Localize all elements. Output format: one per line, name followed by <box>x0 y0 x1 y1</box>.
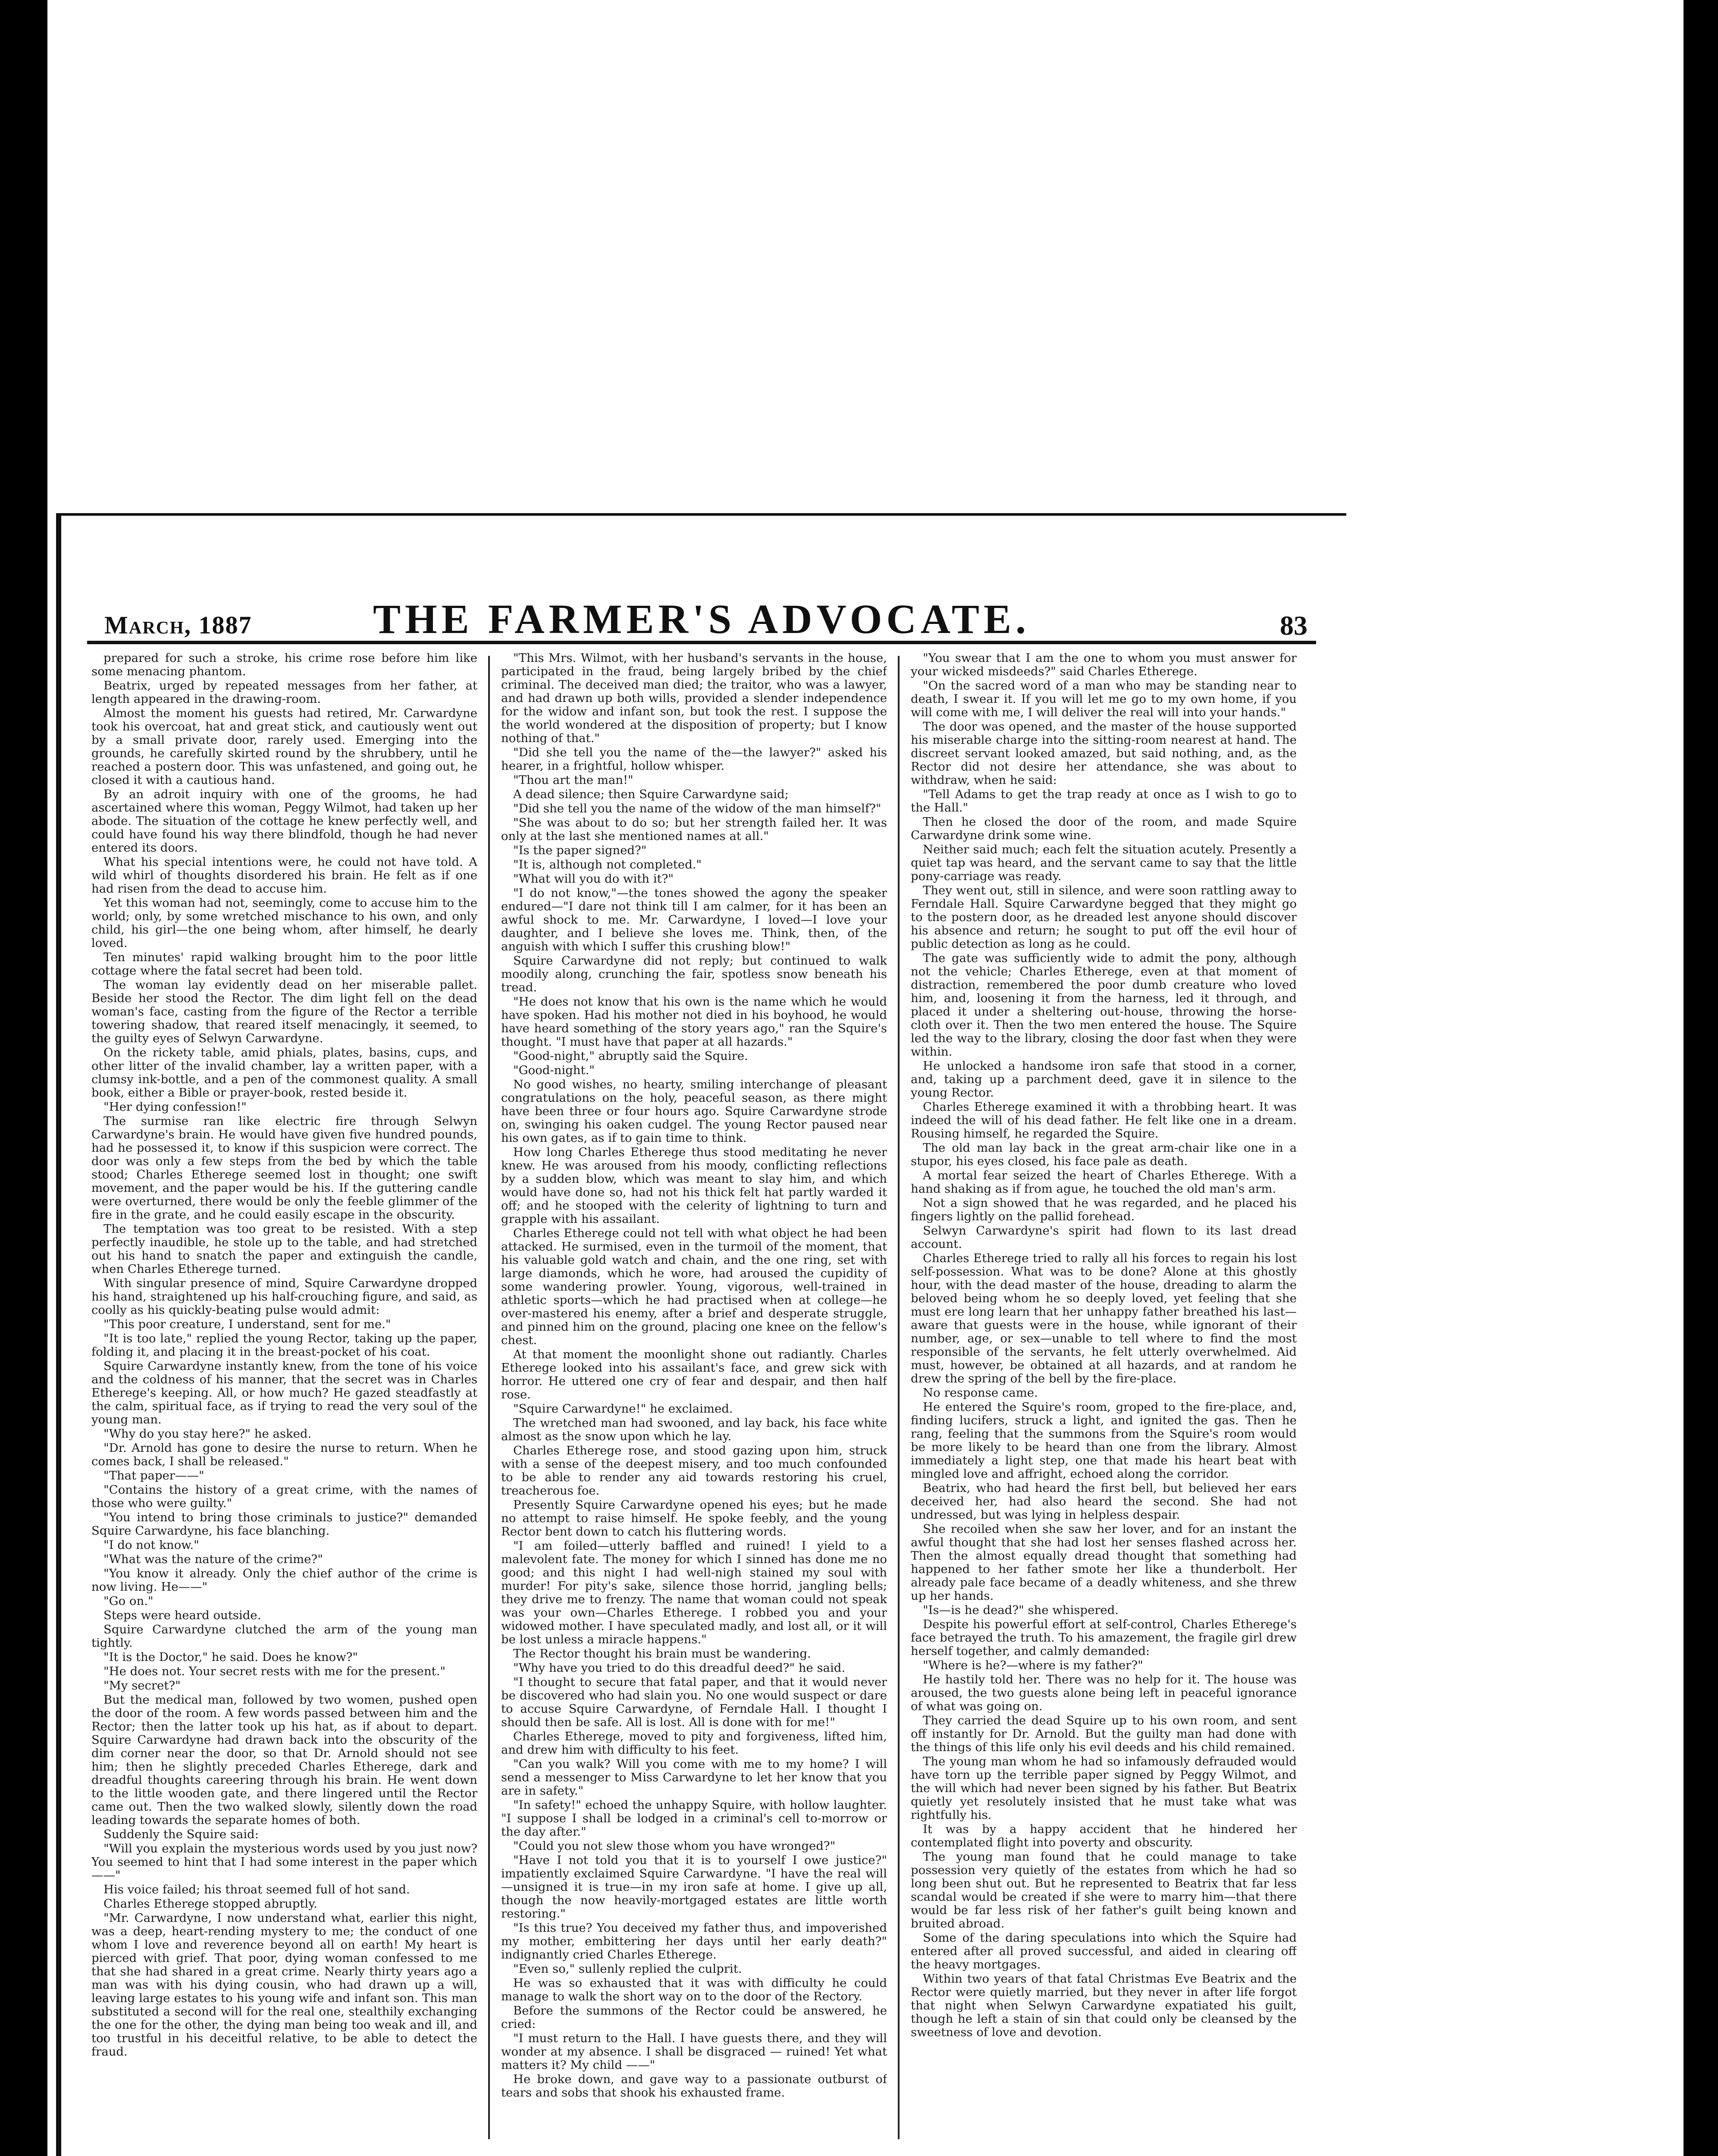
article-paragraph: He broke down, and gave way to a passionate outburst of tears and sobs that shook his exhausted frame. <box>501 2072 887 2100</box>
newspaper-page <box>56 513 1346 2156</box>
article-paragraph: The Rector thought his brain must be wandering. <box>513 1647 811 1661</box>
article-paragraph: How long Charles Etherege thus stood meditating he never knew. He was aroused from his moody, conflicting reflections by a sudden blow, which was meant to slay him, and which would have done so, had not his thick felt hat partly warded it off; and he stooped with the celerity of lightning to turn and grapple with his assailant. <box>501 1145 887 1226</box>
article-paragraph: "You intend to bring those criminals to justice?" demanded Squire Carwardyne, his face blanching. <box>91 1510 477 1538</box>
article-paragraph: Suddenly the Squire said: <box>103 1827 259 1841</box>
article-paragraph: "It is the Doctor," he said. Does he know?" <box>103 1650 358 1664</box>
article-paragraph: His voice failed; his throat seemed full of hot sand. <box>103 1883 410 1896</box>
article-paragraph: "Go on." <box>103 1594 154 1608</box>
article-paragraph: "Even so," sullenly replied the culprit. <box>513 1962 742 1976</box>
article-paragraph: Within two years of that fatal Christmas Eve Beatrix and the Rector were quietly married, but they never in after life forgot that night when Selwyn Carwardyne expatiated his guilt, though he left a stain of sin that could only be cleansed by the sweetness of love and devotion. <box>911 1972 1297 2039</box>
article-paragraph: "Contains the history of a great crime, with the names of those who were guilty." <box>91 1483 477 1510</box>
article-paragraph: "You know it already. Only the chief author of the crime is now living. He——" <box>91 1567 477 1594</box>
article-paragraph: Squire Carwardyne clutched the arm of the young man tightly. <box>91 1623 477 1650</box>
article-paragraph: Selwyn Carwardyne's spirit had flown to its last dread account. <box>911 1224 1297 1251</box>
article-paragraph: "In safety!" echoed the unhappy Squire, with hollow laughter. "I suppose I shall be lodged in a criminal's cell to-morrow or the day after." <box>501 1798 887 1839</box>
article-paragraph: "I do not know,"—the tones showed the agony the speaker endured—"I dare not think till I am calmer, for it has been an awful shock to me. Mr. Carwardyne, I loved—I love your daughter, and I believe she loves me. Think, then, of the anguish with which I suffer this crushing blow!" <box>501 886 887 953</box>
article-paragraph: It was by a happy accident that he hindered her contemplated flight into poverty and obscurity. <box>911 1822 1297 1849</box>
article-paragraph: "It is, although not completed." <box>513 858 702 871</box>
article-paragraph: "It is too late," replied the young Rector, taking up the paper, folding it, and placing it in the breast-pocket of his coat. <box>91 1332 477 1359</box>
article-paragraph: "This Mrs. Wilmot, with her husband's servants in the house, participated in the fraud, being largely bribed by the chief criminal. The deceived man died; the traitor, who was a lawyer, and had drawn up both wills, provided a slender independence for the widow and infant son, but took the rest. I suppose the the world wondered at the disposition of property; but I know nothing of that." <box>501 652 887 745</box>
article-paragraph: The young man whom he had so infamously defrauded would have torn up the terrible paper signed by Peggy Wilmot, and the will which had never been signed by his father. But Beatrix quietly yet resolutely insisted that he must take what was rightfully his. <box>911 1755 1297 1822</box>
article-paragraph: They carried the dead Squire up to his own room, and sent off instantly for Dr. Arnold. But the guilty man had done with the things of this life only his evil deeds and his child remained. <box>911 1714 1297 1754</box>
page-number: 83 <box>1280 610 1307 641</box>
issue-date: March, 1887 <box>104 611 252 639</box>
article-paragraph: Beatrix, urged by repeated messages from her father, at length appeared in the drawing-room. <box>91 679 477 706</box>
article-paragraph: "Did she tell you the name of the widow of the man himself?" <box>513 802 881 815</box>
article-paragraph: The old man lay back in the great arm-chair like one in a stupor, his eyes closed, his face pale as death. <box>911 1141 1297 1168</box>
column-divider <box>898 656 900 2139</box>
article-paragraph: "This poor creature, I understand, sent for me." <box>103 1317 391 1331</box>
article-paragraph: "Why do you stay here?" he asked. <box>103 1427 312 1441</box>
article-paragraph: "Her dying confession!" <box>103 1100 247 1114</box>
article-paragraph: Not a sign showed that he was regarded, and he placed his fingers lightly on the pallid forehead. <box>911 1196 1297 1223</box>
article-paragraph: "On the sacred word of a man who may be standing near to death, I swear it. If you will let me go to my own home, if you will come with me, I will deliver the real will into your hands." <box>911 679 1297 719</box>
article-paragraph: "I am foiled—utterly baffled and ruined! I yield to a malevolent fate. The money for which I sinned has done me no good; and this night I had well-nigh stained my soul with murder! For pity's sake, silence those horrid, jangling bells; they drive me to frenzy. The name that woman could not speak was your own—Charles Etherege. I robbed you and your widowed mother. I have speculated madly, and lost all, or it will be lost unless a miracle happens." <box>501 1539 887 1646</box>
article-paragraph: Beatrix, who had heard the first bell, but believed her ears deceived her, had also heard the second. She had not undressed, but was lying in helpless despair. <box>911 1481 1297 1522</box>
running-head <box>87 580 1316 644</box>
article-paragraph: "Will you explain the mysterious words used by you just now? You seemed to hint that I had some interest in the paper which——" <box>91 1842 477 1882</box>
article-paragraph: The wretched man had swooned, and lay back, his face white almost as the snow upon which he lay. <box>501 1416 887 1443</box>
article-paragraph: "You swear that I am the one to whom you must answer for your wicked misdeeds?" said Charles Etherege. <box>911 652 1297 678</box>
article-paragraph: The woman lay evidently dead on her miserable pallet. Beside her stood the Rector. The dim light fell on the dead woman's face, casting from the figure of the Rector a terrible towering shadow, that reared itself menacingly, it seemed, to the guilty eyes of Selwyn Carwardyne. <box>91 978 477 1045</box>
article-paragraph: "Did she tell you the name of the—the lawyer?" asked his hearer, in a frightful, hollow whisper. <box>501 746 887 773</box>
article-columns <box>87 652 1316 2143</box>
article-paragraph: Charles Etherege examined it with a throbbing heart. It was indeed the will of his dead father. He felt like one in a dream. Rousing himself, he regarded the Squire. <box>911 1100 1297 1141</box>
article-paragraph: What his special intentions were, he could not have told. A wild whirl of thoughts disordered his brain. He felt as if one had risen from the dead to accuse him. <box>91 855 477 896</box>
article-paragraph: "Have I not told you that it is to yourself I owe justice?" impatiently exclaimed Squire Carwardyne. "I have the real will—unsigned it is true—in my iron safe at home. I give up all, though the now heavily-mortgaged estates are little worth restoring." <box>501 1853 887 1921</box>
article-paragraph: "She was about to do so; but her strength failed her. It was only at the last she mentioned names at all." <box>501 816 887 843</box>
article-paragraph: Charles Etherege stopped abruptly. <box>103 1897 317 1911</box>
column-1 <box>91 652 477 2143</box>
column-2 <box>501 652 887 2143</box>
scan-margin-mark <box>0 500 17 535</box>
article-paragraph: "Thou art the man!" <box>513 773 633 787</box>
article-paragraph: He hastily told her. There was no help for it. The house was aroused, the two guests alone being left in peaceful ignorance of what was going on. <box>911 1673 1297 1713</box>
publication-title: THE FARMER'S ADVOCATE. <box>373 596 1030 642</box>
article-paragraph: "What will you do with it?" <box>513 872 674 886</box>
article-paragraph: "Is this true? You deceived my father thus, and impoverished my mother, embittering her days until her early death?" indignantly cried Charles Etherege. <box>501 1921 887 1962</box>
article-paragraph: The surmise ran like electric fire through Selwyn Carwardyne's brain. He would have given five hundred pounds, had he possessed it, to know if this suspicion were correct. The door was only a few steps from the bed by which the table stood; Charles Etherege seemed lost in thought; one swift movement, and the paper would be his. If the guttering candle were overturned, there would be only the feeble glimmer of the fire in the grate, and he could easily escape in the obscurity. <box>91 1114 477 1222</box>
article-paragraph: A mortal fear seized the heart of Charles Etherege. With a hand shaking as if from ague, he touched the old man's arm. <box>911 1169 1297 1196</box>
article-paragraph: No good wishes, no hearty, smiling interchange of pleasant congratulations on the holy, peaceful season, as there might have been three or four hours ago. Squire Carwardyne strode on, swinging his oaken cudgel. The young Rector paused near his own gates, as if to gain time to think. <box>501 1078 887 1145</box>
article-paragraph: Almost the moment his guests had retired, Mr. Carwardyne took his overcoat, hat and great stick, and cautiously went out by a small private door, rarely used. Emerging into the grounds, he carefully skirted round by the shrubbery, until he reached a postern door. This was unfastened, and going out, he closed it with a cautious hand. <box>91 706 477 787</box>
scan-border-right <box>1684 0 1718 2156</box>
article-paragraph: But the medical man, followed by two women, pushed open the door of the room. A few words passed between him and the Rector; then the latter took up his hat, as if about to depart. Squire Carwardyne had drawn back into the obscurity of the dim corner near the door, so that Dr. Arnold should not see him; then he slightly preceded Charles Etherege, dark and dreadful thoughts careering through his brain. He went down to the little wooden gate, and there lingered until the Rector came out. Then the two walked slowly, silently down the road leading towards the separate homes of both. <box>91 1693 477 1827</box>
article-paragraph: "My secret?" <box>103 1679 181 1692</box>
article-paragraph: The temptation was too great to be resisted. With a step perfectly inaudible, he stole up to the table, and had stretched out his hand to snatch the paper and extinguish the candle, when Charles Etherege turned. <box>91 1222 477 1276</box>
article-paragraph: Then he closed the door of the room, and made Squire Carwardyne drink some wine. <box>911 815 1297 842</box>
article-paragraph: The gate was sufficiently wide to admit the pony, although not the vehicle; Charles Etherege, even at that moment of distraction, remembered the poor dumb creature who loved him, and, loosening it from the harness, led it through, and placed it under a sheltering out-house, throwing the horse-cloth over it. Then the two men entered the house. The Squire led the way to the library, closing the door fast when they were within. <box>911 951 1297 1059</box>
article-paragraph: "Why have you tried to do this dreadful deed?" he said. <box>513 1661 846 1675</box>
article-paragraph: Squire Carwardyne did not reply; but continued to walk moodily along, crunching the fair, spotless snow beneath his tread. <box>501 954 887 994</box>
article-paragraph: The door was opened, and the master of the house supported his miserable charge into the sitting-room nearest at hand. The discreet servant looked amazed, but said nothing, and, as the Rector did not desire her attendance, she was about to withdraw, when he said: <box>911 720 1297 787</box>
article-paragraph: He unlocked a handsome iron safe that stood in a corner, and, taking up a parchment deed, gave it in silence to the young Rector. <box>911 1059 1297 1100</box>
article-paragraph: She recoiled when she saw her lover, and for an instant the awful thought that she had lost her senses flashed across her. Then the almost equally dread thought that something had happened to her father smote her like a thunderbolt. Her already pale face became of a deadly whiteness, and she threw up her hands. <box>911 1522 1297 1603</box>
article-paragraph: Squire Carwardyne instantly knew, from the tone of his voice and the coldness of his manner, that the secret was in Charles Etherege's keeping. All, or how much? He gazed steadfastly at the calm, spiritual face, as if trying to read the very soul of the young man. <box>91 1359 477 1426</box>
article-paragraph: They went out, still in silence, and were soon rattling away to Ferndale Hall. Squire Carwardyne begged that they might go to the postern door, as he dreaded lest anyone should discover his absence and return; he sought to put off the evil hour of public detection as long as he could. <box>911 884 1297 951</box>
article-paragraph: "Good-night." <box>513 1063 595 1077</box>
article-paragraph: Ten minutes' rapid walking brought him to the poor little cottage where the fatal secret had been told. <box>91 950 477 978</box>
article-paragraph: "Good-night," abruptly said the Squire. <box>513 1049 748 1063</box>
article-paragraph: "Is the paper signed?" <box>513 843 647 857</box>
article-paragraph: At that moment the moonlight shone out radiantly. Charles Etherege looked into his assailant's face, and grew sick with horror. He uttered one cry of fear and despair, and then half rose. <box>501 1348 887 1401</box>
article-paragraph: Charles Etherege could not tell with what object he had been attacked. He surmised, even in the turmoil of the moment, that his valuable gold watch and chain, and the one ring, set with large diamonds, which he wore, had aroused the cupidity of some wandering prowler. Young, vigorous, well-trained in athletic sports—which he had practised when at college—he over-mastered his enemy, after a brief and desperate struggle, and pinned him on the ground, placing one knee on the fellow's chest. <box>501 1226 887 1347</box>
article-paragraph: Before the summons of the Rector could be answered, he cried: <box>501 2004 887 2031</box>
article-paragraph: "Mr. Carwardyne, I now understand what, earlier this night, was a deep, heart-rending mystery to me; the conduct of one whom I love and reverence beyond all on earth! My heart is pierced with grief. That poor, dying woman confessed to me that she had shared in a great crime. Nearly thirty years ago a man was with his dying cousin, who had drawn up a will, leaving large estates to his young wife and infant son. This man substituted a second will for the real one, stealthily exchanging the one for the other, the dying man being too weak and ill, and too trustful in his deceitful relative, to be able to detect the fraud. <box>91 1911 477 2059</box>
article-paragraph: "He does not. Your secret rests with me for the present." <box>103 1664 445 1678</box>
article-paragraph: "What was the nature of the crime?" <box>103 1552 323 1566</box>
article-paragraph: Charles Etherege rose, and stood gazing upon him, struck with a sense of the deepest misery, and too much confounded to be able to render any aid towards restoring his cruel, treacherous foe. <box>501 1444 887 1498</box>
article-paragraph: prepared for such a stroke, his crime rose before him like some menacing phantom. <box>91 652 477 678</box>
article-paragraph: "I must return to the Hall. I have guests there, and they will wonder at my absence. I shall be disgraced — ruined! Yet what matters it? My child ——" <box>501 2031 887 2072</box>
column-divider <box>488 656 490 2139</box>
article-paragraph: By an adroit inquiry with one of the grooms, he had ascertained where this woman, Peggy Wilmot, had taken up her abode. The situation of the cottage he knew perfectly well, and could have found his way there blindfold, though he had never entered its doors. <box>91 787 477 855</box>
article-paragraph: "Squire Carwardyne!" he exclaimed. <box>513 1402 733 1416</box>
article-paragraph: Charles Etherege, moved to pity and forgiveness, lifted him, and drew him with difficulty to his feet. <box>501 1730 887 1757</box>
page-content <box>87 580 1316 2150</box>
article-paragraph: No response came. <box>923 1386 1038 1400</box>
article-paragraph: Steps were heard outside. <box>103 1608 261 1622</box>
article-paragraph: Despite his powerful effort at self-control, Charles Etherege's face betrayed the truth. To his amazement, the fragile girl drew herself together, and calmly demanded: <box>911 1617 1297 1658</box>
article-paragraph: "He does not know that his own is the name which he would have spoken. Had his mother not died in his boyhood, he would have heard something of the story years ago," ran the Squire's thought. "I must have that paper at all hazards." <box>501 995 887 1049</box>
article-paragraph: The young man found that he could manage to take possession very quietly of the estates from which he had so long been shut out. But he represented to Beatrix that far less scandal would be created if she were to marry him—that there would be far less risk of her father's guilt being known and bruited abroad. <box>911 1850 1297 1930</box>
article-paragraph: "Tell Adams to get the trap ready at once as I wish to go to the Hall." <box>911 787 1297 815</box>
article-paragraph: "Is—is he dead?" she whispered. <box>923 1603 1119 1617</box>
article-paragraph: A dead silence; then Squire Carwardyne said; <box>513 787 789 801</box>
scan-border-left <box>0 0 47 2156</box>
article-paragraph: Yet this woman had not, seemingly, come to accuse him to the world; only, by some wretched mischance to his own, and only child, his girl—the one being whom, after himself, he dearly loved. <box>91 896 477 950</box>
article-paragraph: "I do not know." <box>103 1538 199 1552</box>
article-paragraph: On the rickety table, amid phials, plates, basins, cups, and other litter of the invalid chamber, lay a written paper, with a clumsy ink-bottle, and a pen of the commonest quality. A small book, either a Bible or prayer-book, rested beside it. <box>91 1046 477 1100</box>
article-paragraph: "Where is he?—where is my father?" <box>923 1658 1143 1672</box>
article-paragraph: Charles Etherege tried to rally all his forces to regain his lost self-possession. What was to be done? Alone at this ghostly hour, with the dead master of the house, dreading to alarm the beloved being whom he so deeply loved, yet feeling that she must ere long learn that her unhappy father breathed his last—aware that guests were in the house, while ignorant of their number, age, or sex—unable to tell where to find the most responsible of the servants, he felt utterly overwhelmed. Aid must, however, be obtained at all hazards, and at random he drew the spring of the bell by the fire-place. <box>911 1251 1297 1385</box>
article-paragraph: "That paper——" <box>103 1469 204 1482</box>
article-paragraph: Neither said much; each felt the situation acutely. Presently a quiet tap was heard, and the servant came to say that the little pony-carriage was ready. <box>911 843 1297 883</box>
article-paragraph: With singular presence of mind, Squire Carwardyne dropped his hand, straightened up his half-crouching figure, and said, as coolly as his quickly-beating pulse would admit: <box>91 1276 477 1317</box>
article-paragraph: "I thought to secure that fatal paper, and that it would never be discovered who had slain you. No one would suspect or dare to accuse Squire Carwardyne, of Ferndale Hall. I thought I should then be safe. All is lost. All is done with for me!" <box>501 1675 887 1729</box>
article-paragraph: "Dr. Arnold has gone to desire the nurse to return. When he comes back, I shall be released." <box>91 1441 477 1468</box>
article-paragraph: He entered the Squire's room, groped to the fire-place, and, finding lucifers, struck a light, and ignited the gas. Then he rang, feeling that the summons from the Squire's room would be more likely to be heard than one from the library. Almost immediately a light step, one that made his heart beat with mingled love and affright, echoed along the corridor. <box>911 1400 1297 1481</box>
article-paragraph: "Could you not slew those whom you have wronged?" <box>513 1839 836 1853</box>
article-paragraph: Presently Squire Carwardyne opened his eyes; but he made no attempt to raise himself. He spoke feebly, and the young Rector bent down to catch his fluttering words. <box>501 1498 887 1539</box>
article-paragraph: He was so exhausted that it was with difficulty he could manage to walk the short way on to the door of the Rectory. <box>501 1976 887 2003</box>
article-paragraph: Some of the daring speculations into which the Squire had entered after all proved successful, and aided in clearing off the heavy mortgages. <box>911 1931 1297 1971</box>
article-paragraph: "Can you walk? Will you come with me to my home? I will send a messenger to Miss Carwardyne to let her know that you are in safety." <box>501 1757 887 1798</box>
column-3 <box>911 652 1297 2143</box>
